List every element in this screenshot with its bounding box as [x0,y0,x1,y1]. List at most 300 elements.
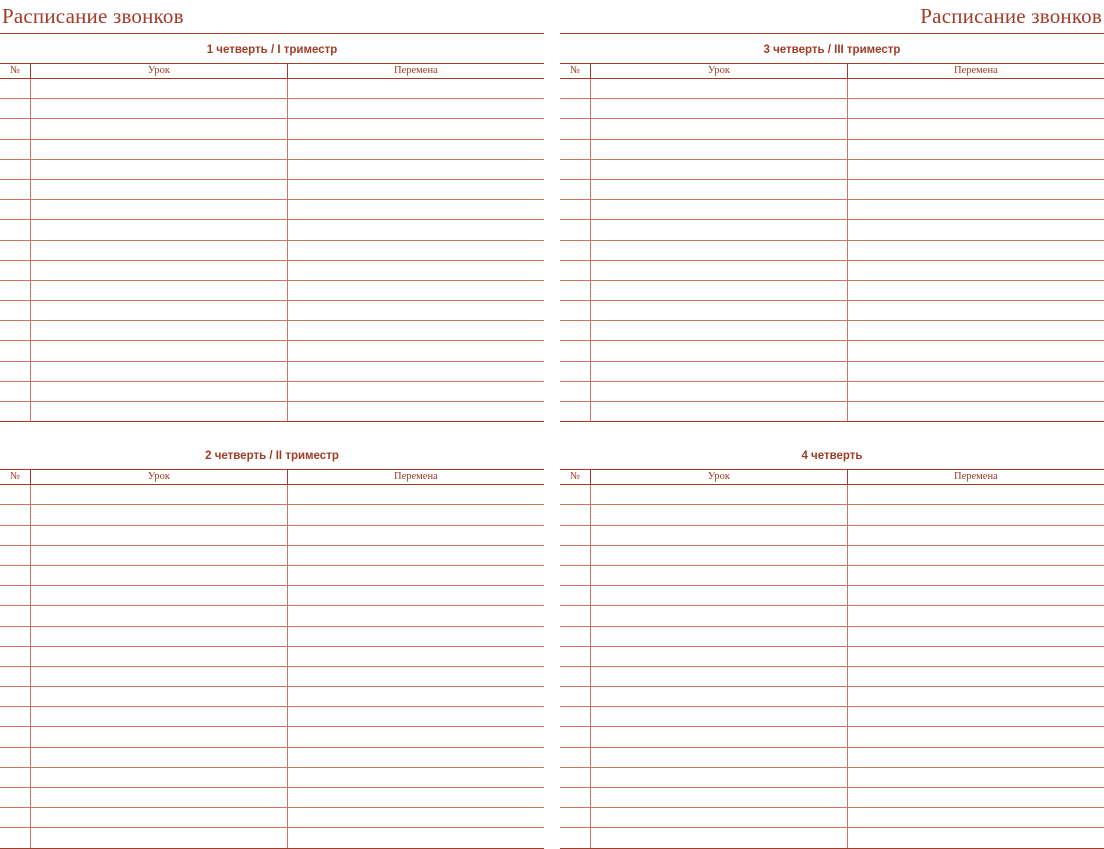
cell-lesson[interactable] [591,767,848,787]
table-row[interactable] [560,280,1104,300]
table-row[interactable] [0,646,544,666]
cell-break[interactable] [287,220,544,240]
cell-number[interactable] [0,200,31,220]
cell-number[interactable] [560,646,591,666]
cell-number[interactable] [560,626,591,646]
cell-break[interactable] [847,280,1104,300]
table-row[interactable] [560,119,1104,139]
cell-break[interactable] [287,321,544,341]
table-row[interactable] [0,505,544,525]
table-row[interactable] [560,586,1104,606]
table-row[interactable] [0,828,544,848]
cell-break[interactable] [287,260,544,280]
cell-number[interactable] [0,79,31,99]
cell-lesson[interactable] [31,586,288,606]
table-body-q4 [560,485,1104,848]
cell-lesson[interactable] [31,381,288,401]
table-head [560,64,1104,79]
cell-lesson[interactable] [31,646,288,666]
cell-break[interactable] [847,139,1104,159]
cell-number[interactable] [560,139,591,159]
cell-number[interactable] [0,687,31,707]
table-row[interactable] [560,301,1104,321]
cell-lesson[interactable] [591,545,848,565]
cell-lesson[interactable] [31,767,288,787]
cell-number[interactable] [560,99,591,119]
cell-lesson[interactable] [591,687,848,707]
cell-number[interactable] [0,505,31,525]
cell-break[interactable] [847,828,1104,848]
cell-lesson[interactable] [591,200,848,220]
cell-break[interactable] [287,240,544,260]
table-row[interactable] [0,159,544,179]
cell-break[interactable] [287,485,544,505]
cell-lesson[interactable] [31,747,288,767]
cell-break[interactable] [847,99,1104,119]
cell-break[interactable] [287,301,544,321]
cell-number[interactable] [0,341,31,361]
cell-break[interactable] [847,788,1104,808]
cell-break[interactable] [847,727,1104,747]
table-row[interactable] [0,727,544,747]
cell-number[interactable] [560,179,591,199]
cell-number[interactable] [560,301,591,321]
table-row[interactable] [0,626,544,646]
cell-number[interactable] [560,260,591,280]
table-row[interactable] [560,402,1104,422]
cell-number[interactable] [0,159,31,179]
cell-lesson[interactable] [31,666,288,686]
cell-number[interactable] [0,727,31,747]
cell-number[interactable] [560,666,591,686]
cell-lesson[interactable] [31,808,288,828]
cell-break[interactable] [847,606,1104,626]
column-header-break: Перемена [287,470,544,485]
cell-number[interactable] [0,280,31,300]
table-row[interactable] [0,545,544,565]
table-row[interactable] [0,321,544,341]
cell-break[interactable] [847,200,1104,220]
cell-number[interactable] [560,119,591,139]
cell-lesson[interactable] [31,119,288,139]
table-row[interactable] [0,139,544,159]
cell-break[interactable] [847,505,1104,525]
cell-break[interactable] [287,565,544,585]
cell-lesson[interactable] [591,606,848,626]
cell-break[interactable] [847,402,1104,422]
cell-break[interactable] [847,240,1104,260]
right-page [552,0,1104,800]
cell-number[interactable] [0,381,31,401]
cell-break[interactable] [287,505,544,525]
cell-number[interactable] [560,545,591,565]
schedule-table-q3 [560,63,1104,422]
cell-lesson[interactable] [591,666,848,686]
cell-lesson[interactable] [591,565,848,585]
cell-break[interactable] [287,687,544,707]
table-row[interactable] [0,381,544,401]
cell-number[interactable] [0,139,31,159]
table-row[interactable] [560,687,1104,707]
cell-number[interactable] [560,361,591,381]
cell-lesson[interactable] [591,361,848,381]
cell-break[interactable] [847,646,1104,666]
cell-break[interactable] [847,666,1104,686]
column-header-number: № [560,64,591,79]
cell-lesson[interactable] [31,159,288,179]
column-header-lesson: Урок [31,64,288,79]
cell-lesson[interactable] [591,280,848,300]
cell-break[interactable] [847,341,1104,361]
cell-break[interactable] [287,808,544,828]
cell-break[interactable] [847,808,1104,828]
cell-lesson[interactable] [591,79,848,99]
table-row[interactable] [560,139,1104,159]
cell-lesson[interactable] [31,139,288,159]
cell-break[interactable] [847,525,1104,545]
cell-break[interactable] [287,767,544,787]
cell-lesson[interactable] [31,341,288,361]
table-row[interactable] [560,179,1104,199]
table-row[interactable] [560,707,1104,727]
cell-lesson[interactable] [591,119,848,139]
cell-lesson[interactable] [591,220,848,240]
cell-number[interactable] [0,260,31,280]
cell-number[interactable] [560,788,591,808]
table-head [0,470,544,485]
table-row[interactable] [560,565,1104,585]
cell-break[interactable] [847,485,1104,505]
table-row[interactable] [0,606,544,626]
table-row[interactable] [560,788,1104,808]
cell-break[interactable] [847,119,1104,139]
cell-lesson[interactable] [31,545,288,565]
column-header-break: Перемена [287,64,544,79]
cell-lesson[interactable] [591,240,848,260]
cell-number[interactable] [0,808,31,828]
cell-number[interactable] [0,606,31,626]
cell-lesson[interactable] [591,341,848,361]
cell-lesson[interactable] [591,301,848,321]
schedule-section-q4 [560,440,1104,848]
cell-number[interactable] [560,159,591,179]
table-row[interactable] [0,485,544,505]
cell-number[interactable] [560,687,591,707]
cell-number[interactable] [560,79,591,99]
cell-lesson[interactable] [31,200,288,220]
cell-number[interactable] [560,220,591,240]
schedule-section-q3 [560,34,1104,422]
table-row[interactable] [560,200,1104,220]
cell-break[interactable] [287,747,544,767]
cell-break[interactable] [287,381,544,401]
table-row[interactable] [0,200,544,220]
cell-number[interactable] [0,361,31,381]
cell-break[interactable] [287,707,544,727]
table-row[interactable] [560,727,1104,747]
cell-lesson[interactable] [591,646,848,666]
cell-break[interactable] [847,381,1104,401]
column-header-number: № [560,470,591,485]
cell-number[interactable] [560,525,591,545]
cell-break[interactable] [287,545,544,565]
cell-number[interactable] [560,606,591,626]
table-row[interactable] [560,381,1104,401]
cell-lesson[interactable] [591,828,848,848]
cell-number[interactable] [0,301,31,321]
cell-number[interactable] [560,707,591,727]
cell-number[interactable] [560,565,591,585]
column-header-number: № [0,64,31,79]
table-row[interactable] [0,747,544,767]
cell-break[interactable] [287,341,544,361]
cell-break[interactable] [847,687,1104,707]
cell-number[interactable] [560,747,591,767]
cell-number[interactable] [0,220,31,240]
table-row[interactable] [0,119,544,139]
cell-number[interactable] [560,402,591,422]
cell-number[interactable] [560,341,591,361]
page-title: Расписание звонков [2,4,184,28]
table-row[interactable] [560,505,1104,525]
table-row[interactable] [0,586,544,606]
cell-number[interactable] [0,402,31,422]
cell-lesson[interactable] [31,240,288,260]
cell-number[interactable] [0,646,31,666]
cell-lesson[interactable] [31,361,288,381]
cell-lesson[interactable] [591,159,848,179]
table-header-row [560,470,1104,485]
table-row[interactable] [0,260,544,280]
cell-lesson[interactable] [31,727,288,747]
column-header-break: Перемена [847,470,1104,485]
table-row[interactable] [0,240,544,260]
cell-lesson[interactable] [591,586,848,606]
cell-lesson[interactable] [31,321,288,341]
cell-break[interactable] [847,767,1104,787]
cell-break[interactable] [847,545,1104,565]
cell-lesson[interactable] [591,707,848,727]
cell-number[interactable] [560,808,591,828]
table-row[interactable] [560,99,1104,119]
cell-break[interactable] [847,220,1104,240]
table-row[interactable] [0,79,544,99]
cell-break[interactable] [287,361,544,381]
table-row[interactable] [0,788,544,808]
cell-break[interactable] [287,119,544,139]
cell-lesson[interactable] [591,485,848,505]
cell-lesson[interactable] [591,505,848,525]
cell-lesson[interactable] [591,260,848,280]
table-row[interactable] [0,687,544,707]
table-row[interactable] [560,666,1104,686]
cell-lesson[interactable] [591,727,848,747]
cell-break[interactable] [847,565,1104,585]
cell-break[interactable] [287,402,544,422]
cell-number[interactable] [0,767,31,787]
cell-lesson[interactable] [591,99,848,119]
cell-lesson[interactable] [31,505,288,525]
cell-lesson[interactable] [31,606,288,626]
cell-lesson[interactable] [31,99,288,119]
cell-lesson[interactable] [31,280,288,300]
table-row[interactable] [560,79,1104,99]
cell-number[interactable] [560,727,591,747]
cell-lesson[interactable] [31,402,288,422]
cell-lesson[interactable] [591,525,848,545]
cell-lesson[interactable] [591,747,848,767]
cell-number[interactable] [0,828,31,848]
cell-number[interactable] [0,565,31,585]
cell-break[interactable] [847,707,1104,727]
cell-break[interactable] [847,321,1104,341]
table-row[interactable] [0,767,544,787]
cell-number[interactable] [0,707,31,727]
cell-lesson[interactable] [591,788,848,808]
table-row[interactable] [560,626,1104,646]
table-body-q3 [560,79,1104,422]
table-row[interactable] [0,179,544,199]
cell-number[interactable] [560,828,591,848]
table-row[interactable] [0,808,544,828]
cell-number[interactable] [0,586,31,606]
cell-lesson[interactable] [591,139,848,159]
table-row[interactable] [560,240,1104,260]
cell-break[interactable] [287,606,544,626]
cell-lesson[interactable] [31,788,288,808]
cell-break[interactable] [847,179,1104,199]
cell-number[interactable] [560,200,591,220]
cell-break[interactable] [287,788,544,808]
cell-number[interactable] [0,747,31,767]
table-row[interactable] [560,646,1104,666]
cell-lesson[interactable] [31,260,288,280]
table-row[interactable] [560,159,1104,179]
table-row[interactable] [0,280,544,300]
cell-number[interactable] [0,788,31,808]
table-row[interactable] [560,606,1104,626]
section-heading: 1 четверть / I триместр [206,44,338,56]
cell-break[interactable] [287,200,544,220]
table-row[interactable] [560,525,1104,545]
table-row[interactable] [0,402,544,422]
table-row[interactable] [560,545,1104,565]
cell-break[interactable] [847,301,1104,321]
cell-lesson[interactable] [31,179,288,199]
table-row[interactable] [560,361,1104,381]
cell-break[interactable] [287,280,544,300]
table-row[interactable] [560,260,1104,280]
cell-number[interactable] [0,485,31,505]
cell-break[interactable] [287,586,544,606]
table-row[interactable] [560,747,1104,767]
cell-number[interactable] [0,545,31,565]
cell-break[interactable] [847,747,1104,767]
cell-number[interactable] [560,280,591,300]
cell-lesson[interactable] [591,402,848,422]
table-row[interactable] [560,808,1104,828]
cell-break[interactable] [287,139,544,159]
cell-break[interactable] [847,260,1104,280]
table-row[interactable] [560,341,1104,361]
cell-number[interactable] [0,666,31,686]
cell-break[interactable] [847,361,1104,381]
cell-number[interactable] [560,381,591,401]
cell-number[interactable] [560,321,591,341]
cell-lesson[interactable] [591,321,848,341]
cell-number[interactable] [0,525,31,545]
table-row[interactable] [0,341,544,361]
cell-number[interactable] [560,505,591,525]
cell-lesson[interactable] [31,828,288,848]
cell-number[interactable] [560,767,591,787]
cell-lesson[interactable] [31,220,288,240]
table-row[interactable] [560,220,1104,240]
table-row[interactable] [0,707,544,727]
cell-number[interactable] [0,119,31,139]
cell-break[interactable] [287,79,544,99]
cell-lesson[interactable] [591,381,848,401]
cell-number[interactable] [0,179,31,199]
cell-break[interactable] [847,79,1104,99]
cell-lesson[interactable] [31,565,288,585]
cell-break[interactable] [287,99,544,119]
cell-break[interactable] [847,586,1104,606]
cell-lesson[interactable] [31,626,288,646]
cell-break[interactable] [287,179,544,199]
cell-lesson[interactable] [31,707,288,727]
cell-break[interactable] [287,828,544,848]
table-row[interactable] [0,99,544,119]
cell-lesson[interactable] [591,179,848,199]
cell-break[interactable] [287,646,544,666]
cell-break[interactable] [287,525,544,545]
cell-break[interactable] [287,727,544,747]
table-row[interactable] [0,361,544,381]
table-row[interactable] [0,220,544,240]
cell-break[interactable] [287,626,544,646]
schedule-section-q1 [0,34,544,422]
cell-number[interactable] [560,586,591,606]
cell-lesson[interactable] [31,301,288,321]
cell-lesson[interactable] [31,79,288,99]
cell-lesson[interactable] [591,808,848,828]
cell-lesson[interactable] [31,687,288,707]
cell-number[interactable] [0,321,31,341]
table-row[interactable] [560,828,1104,848]
column-header-break: Перемена [847,64,1104,79]
cell-number[interactable] [0,240,31,260]
table-row[interactable] [0,565,544,585]
cell-lesson[interactable] [31,485,288,505]
cell-number[interactable] [560,485,591,505]
table-row[interactable] [0,666,544,686]
cell-number[interactable] [0,99,31,119]
cell-number[interactable] [560,240,591,260]
table-row[interactable] [560,767,1104,787]
cell-break[interactable] [847,159,1104,179]
cell-number[interactable] [0,626,31,646]
cell-lesson[interactable] [591,626,848,646]
cell-break[interactable] [847,626,1104,646]
table-row[interactable] [560,485,1104,505]
cell-break[interactable] [287,666,544,686]
table-row[interactable] [0,525,544,545]
cell-lesson[interactable] [31,525,288,545]
table-row[interactable] [560,321,1104,341]
table-row[interactable] [0,301,544,321]
cell-break[interactable] [287,159,544,179]
